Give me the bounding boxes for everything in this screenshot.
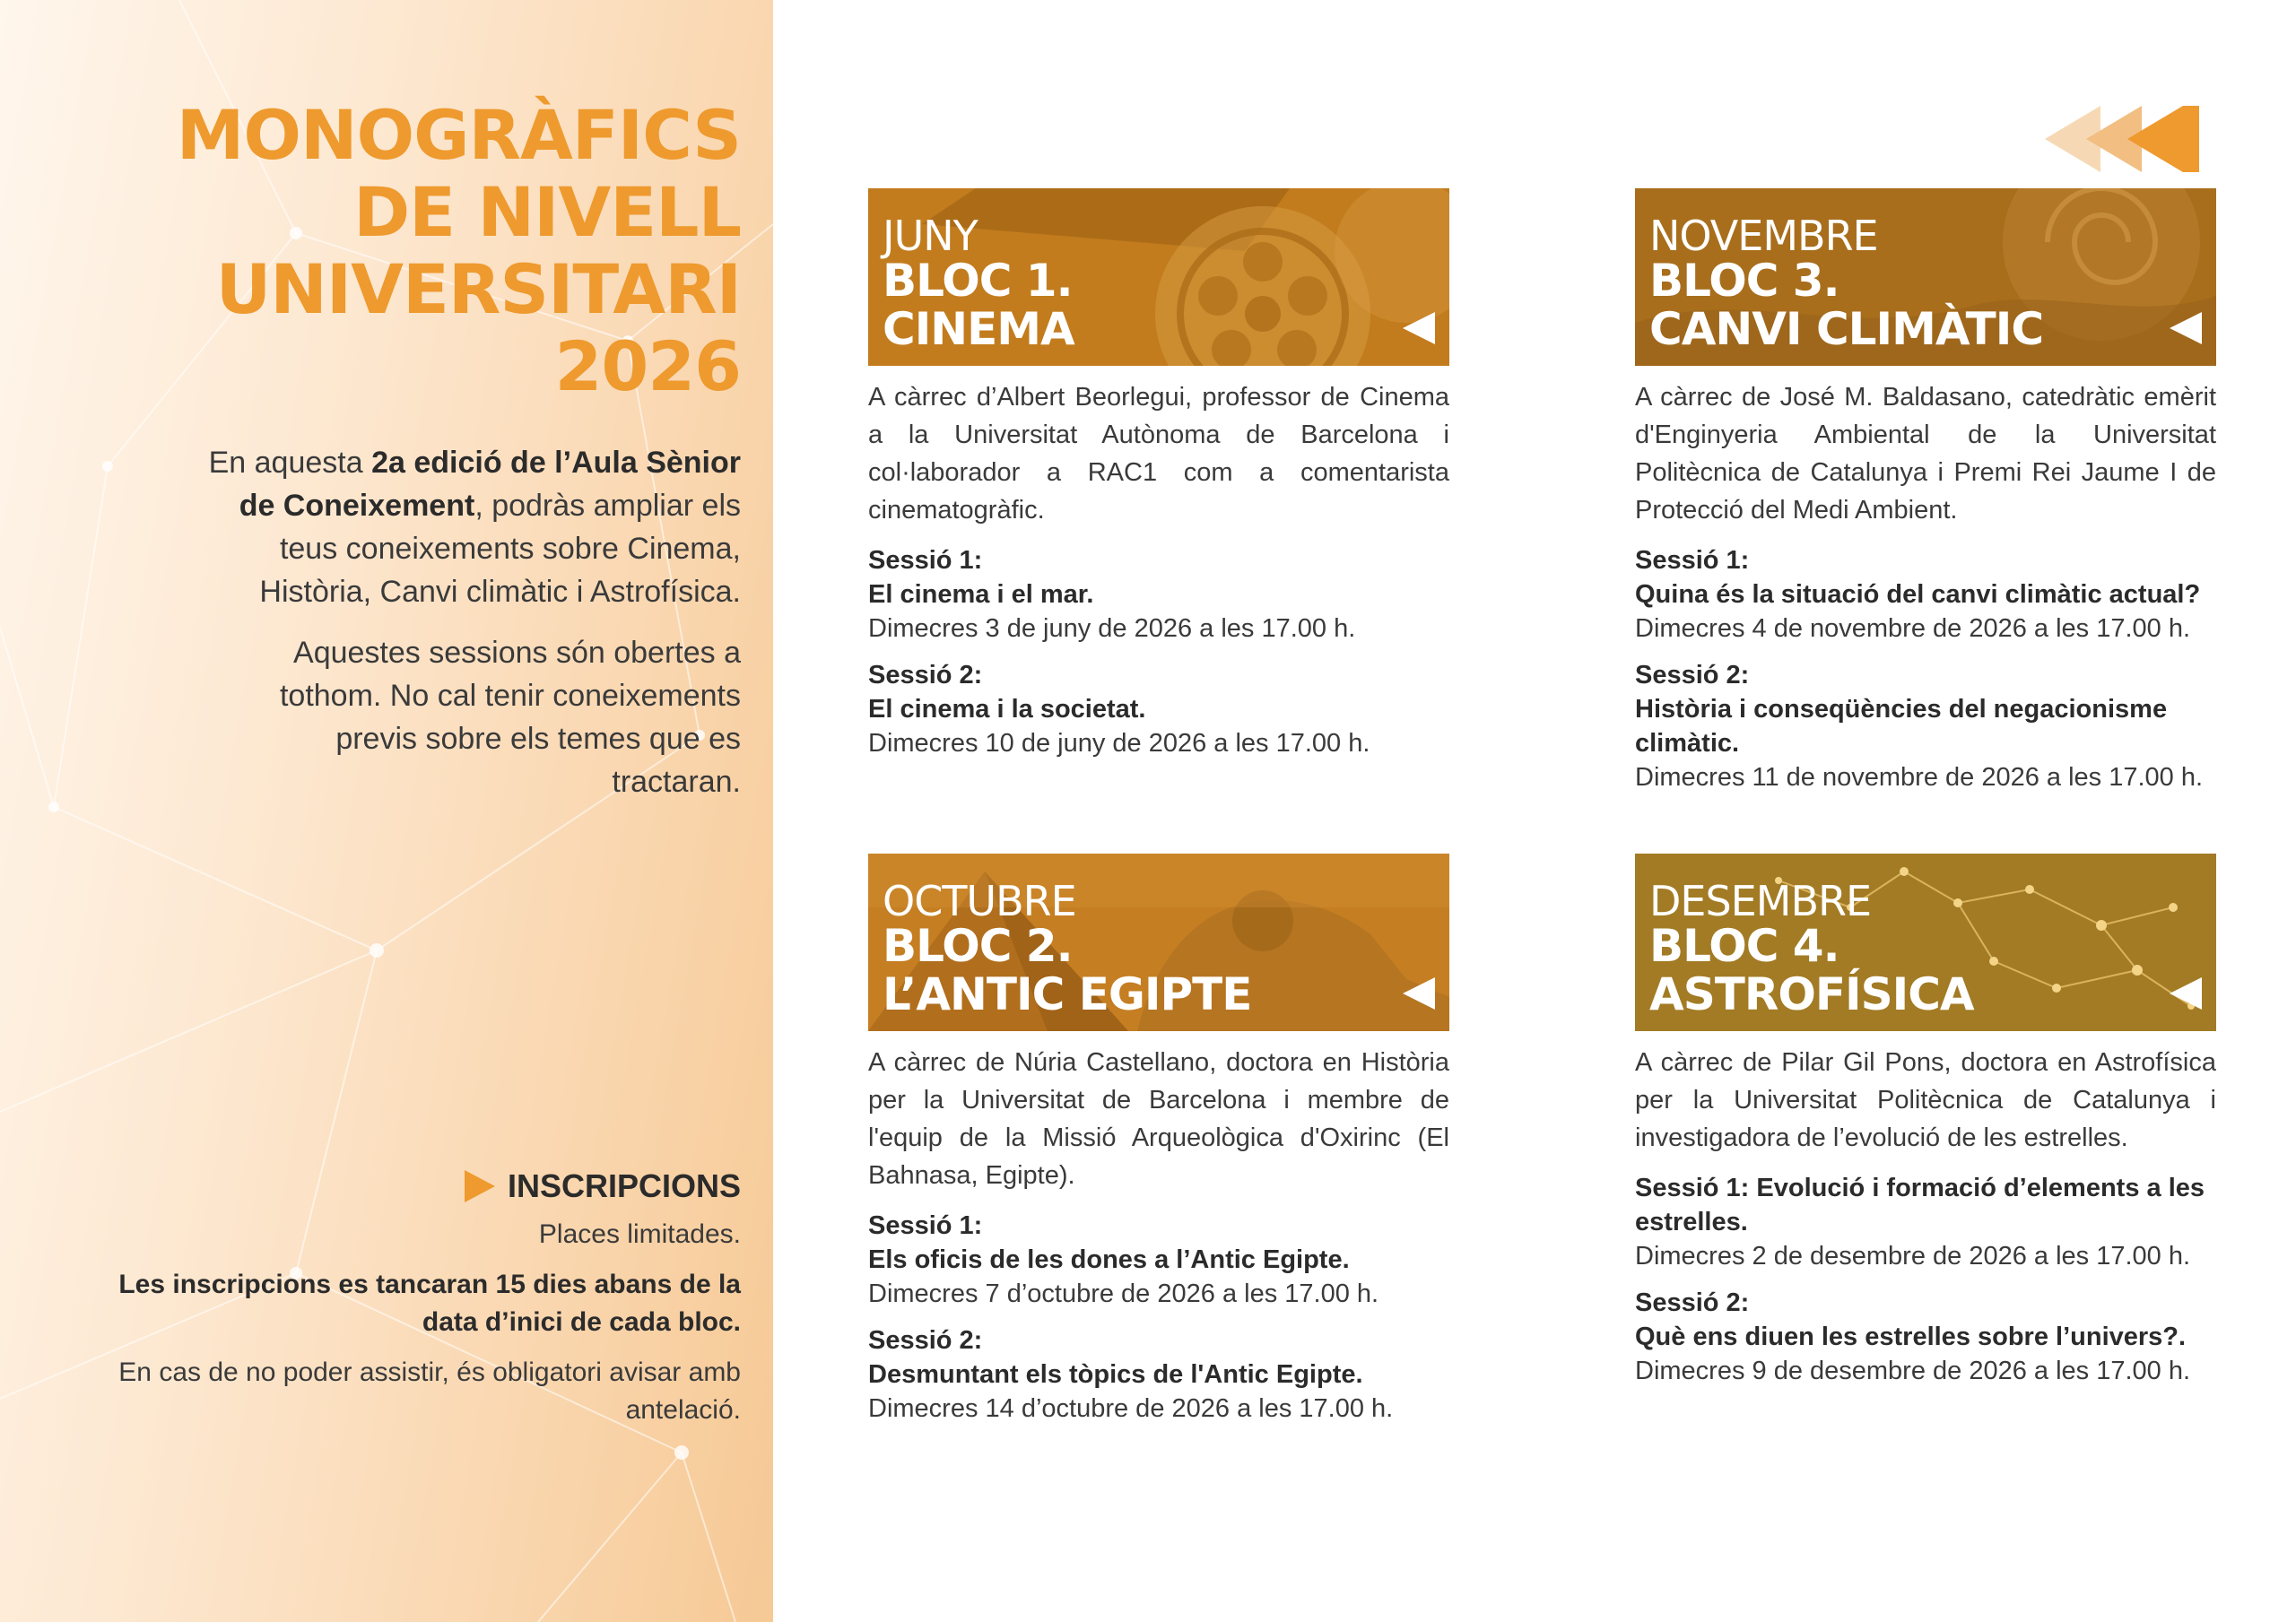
intro-text bbox=[203, 441, 741, 821]
session-title: El cinema i la societat. bbox=[868, 695, 1146, 724]
session-label: Sessió 1: bbox=[1635, 1174, 1750, 1202]
block-astro-topic: ASTROFÍSICA bbox=[1649, 968, 1974, 1020]
arrow-left-icon bbox=[2170, 312, 2202, 344]
block-astro-session-1 bbox=[1635, 1171, 2216, 1273]
block-cinema-title bbox=[883, 256, 1074, 353]
block-egipte-body bbox=[868, 1044, 1449, 1426]
session-label: Sessió 2: bbox=[1635, 661, 1750, 690]
block-cinema-month: JUNY bbox=[883, 212, 978, 260]
session-date: Dimecres 7 d’octubre de 2026 a les 17.00 h. bbox=[868, 1279, 1379, 1308]
block-cinema-number: BLOC 1. bbox=[883, 255, 1073, 307]
block-astro-description: A càrrec de Pilar Gil Pons, doctora en Astrofísica per la Universitat Politècnica de Catalunya i investigadora de l’evolució de les estrelles. bbox=[1635, 1048, 2216, 1152]
title-line-4: 2026 bbox=[554, 326, 741, 406]
block-egipte-topic: L’ANTIC EGIPTE bbox=[883, 968, 1252, 1020]
block-egipte-session-2 bbox=[868, 1323, 1449, 1426]
session-title: Què ens diuen les estrelles sobre l’univers?. bbox=[1635, 1323, 2187, 1351]
arrow-left-icon bbox=[1403, 312, 1435, 344]
session-title: Quina és la situació del canvi climàtic actual? bbox=[1635, 580, 2201, 609]
block-astro-body bbox=[1635, 1044, 2216, 1388]
block-clima-topic: CANVI CLIMÀTIC bbox=[1649, 303, 2044, 355]
session-date: Dimecres 3 de juny de 2026 a les 17.00 h. bbox=[868, 614, 1356, 643]
intro-p1-bold: 2a edició de l’Aula Sènior de Coneixement bbox=[239, 446, 741, 523]
block-astro bbox=[1635, 854, 2216, 1401]
intro-p1-start: En aquesta bbox=[208, 446, 372, 480]
session-title: El cinema i el mar. bbox=[868, 580, 1094, 609]
block-egipte-number: BLOC 2. bbox=[883, 920, 1073, 972]
block-astro-session-2 bbox=[1635, 1286, 2216, 1388]
play-triangle-icon bbox=[465, 1170, 495, 1202]
session-date: Dimecres 4 de novembre de 2026 a les 17.00 h. bbox=[1635, 614, 2191, 643]
session-label: Sessió 2: bbox=[1635, 1288, 1750, 1317]
block-clima-banner bbox=[1635, 188, 2216, 366]
block-cinema-body bbox=[868, 378, 1449, 760]
session-label: Sessió 1: bbox=[868, 546, 983, 575]
intro-paragraph-1 bbox=[203, 441, 741, 613]
block-clima-number: BLOC 3. bbox=[1649, 255, 1839, 307]
title-line-3: UNIVERSITARI bbox=[215, 249, 741, 329]
block-cinema-session-2 bbox=[868, 658, 1449, 760]
session-date: Dimecres 11 de novembre de 2026 a les 17.00 h. bbox=[1635, 763, 2204, 792]
intro-paragraph-2: Aquestes sessions són obertes a tothom. No cal tenir coneixements previs sobre els temes que es tractaran. bbox=[279, 636, 741, 799]
block-astro-month: DESEMBRE bbox=[1649, 877, 1872, 925]
inscripcions-heading bbox=[59, 1167, 741, 1205]
session-title bbox=[1635, 1171, 2216, 1239]
inscripcions-line-3: En cas de no poder assistir, és obligatori avisar amb antelació. bbox=[118, 1357, 741, 1425]
block-astro-banner bbox=[1635, 854, 2216, 1031]
block-clima bbox=[1635, 188, 2216, 807]
session-date: Dimecres 9 de desembre de 2026 a les 17.00 h. bbox=[1635, 1357, 2191, 1385]
inscripcions-line-1: Places limitades. bbox=[538, 1219, 741, 1249]
rewind-icon bbox=[2045, 106, 2202, 172]
session-label: Sessió 2: bbox=[868, 1326, 983, 1355]
block-egipte-description: A càrrec de Núria Castellano, doctora en Història per la Universitat de Barcelona i membre de l'equip de la Missió Arqueològica d'Oxirinc (El Bahnasa, Egipte). bbox=[868, 1048, 1449, 1190]
session-title: Desmuntant els tòpics de l'Antic Egipte. bbox=[868, 1360, 1363, 1389]
session-date: Dimecres 14 d’octubre de 2026 a les 17.00 h. bbox=[868, 1394, 1394, 1423]
block-clima-session-2 bbox=[1635, 658, 2216, 794]
arrow-left-icon bbox=[2170, 977, 2202, 1010]
block-clima-title bbox=[1649, 256, 2043, 353]
block-cinema-topic: CINEMA bbox=[883, 303, 1074, 355]
block-cinema-description: A càrrec d’Albert Beorlegui, professor de Cinema a la Universitat Autònoma de Barcelona i col·laborador a RAC1 com a comentarista cinematogràfic. bbox=[868, 383, 1449, 525]
block-clima-session-1 bbox=[1635, 543, 2216, 646]
session-title: Història i conseqüències del negacionisme climàtic. bbox=[1635, 695, 2168, 758]
block-egipte-month: OCTUBRE bbox=[883, 877, 1076, 925]
block-cinema bbox=[868, 188, 1449, 773]
main-title bbox=[41, 97, 741, 405]
block-astro-number: BLOC 4. bbox=[1649, 920, 1839, 972]
inscripcions-section bbox=[59, 1167, 741, 1442]
block-cinema-banner bbox=[868, 188, 1449, 366]
title-line-1: MONOGRÀFICS bbox=[176, 95, 741, 175]
block-egipte-banner bbox=[868, 854, 1449, 1031]
session-label: Sessió 1: bbox=[1635, 546, 1750, 575]
block-egipte-title bbox=[883, 922, 1251, 1019]
title-line-2: DE NIVELL bbox=[353, 172, 741, 252]
block-clima-body bbox=[1635, 378, 2216, 794]
inscripcions-line-2: Les inscripcions es tancaran 15 dies abans de la data d’inici de cada bloc. bbox=[118, 1270, 741, 1337]
session-date: Dimecres 10 de juny de 2026 a les 17.00 h. bbox=[868, 729, 1370, 758]
left-panel bbox=[0, 0, 773, 1622]
block-egipte bbox=[868, 854, 1449, 1438]
block-clima-description: A càrrec de José M. Baldasano, catedràtic emèrit d'Enginyeria Ambiental de la Universitat Politècnica de Catalunya i Premi Rei Jaume I de Protecció del Medi Ambient. bbox=[1635, 383, 2216, 525]
block-clima-month: NOVEMBRE bbox=[1649, 212, 1878, 260]
session-title: Els oficis de les dones a l’Antic Egipte. bbox=[868, 1245, 1350, 1274]
session-title-text: Evolució i formació d’elements a les estrelles. bbox=[1635, 1174, 2205, 1236]
block-egipte-session-1 bbox=[868, 1209, 1449, 1311]
session-date: Dimecres 2 de desembre de 2026 a les 17.00 h. bbox=[1635, 1242, 2191, 1271]
intro-p1-end: , podràs ampliar els teus coneixements sobre Cinema, Història, Canvi climàtic i Astrofísica. bbox=[259, 489, 741, 609]
session-label: Sessió 2: bbox=[868, 661, 983, 690]
block-astro-title bbox=[1649, 922, 1974, 1019]
session-label: Sessió 1: bbox=[868, 1211, 983, 1240]
inscripcions-heading-label: INSCRIPCIONS bbox=[507, 1167, 741, 1204]
block-cinema-session-1 bbox=[868, 543, 1449, 646]
arrow-left-icon bbox=[1403, 977, 1435, 1010]
